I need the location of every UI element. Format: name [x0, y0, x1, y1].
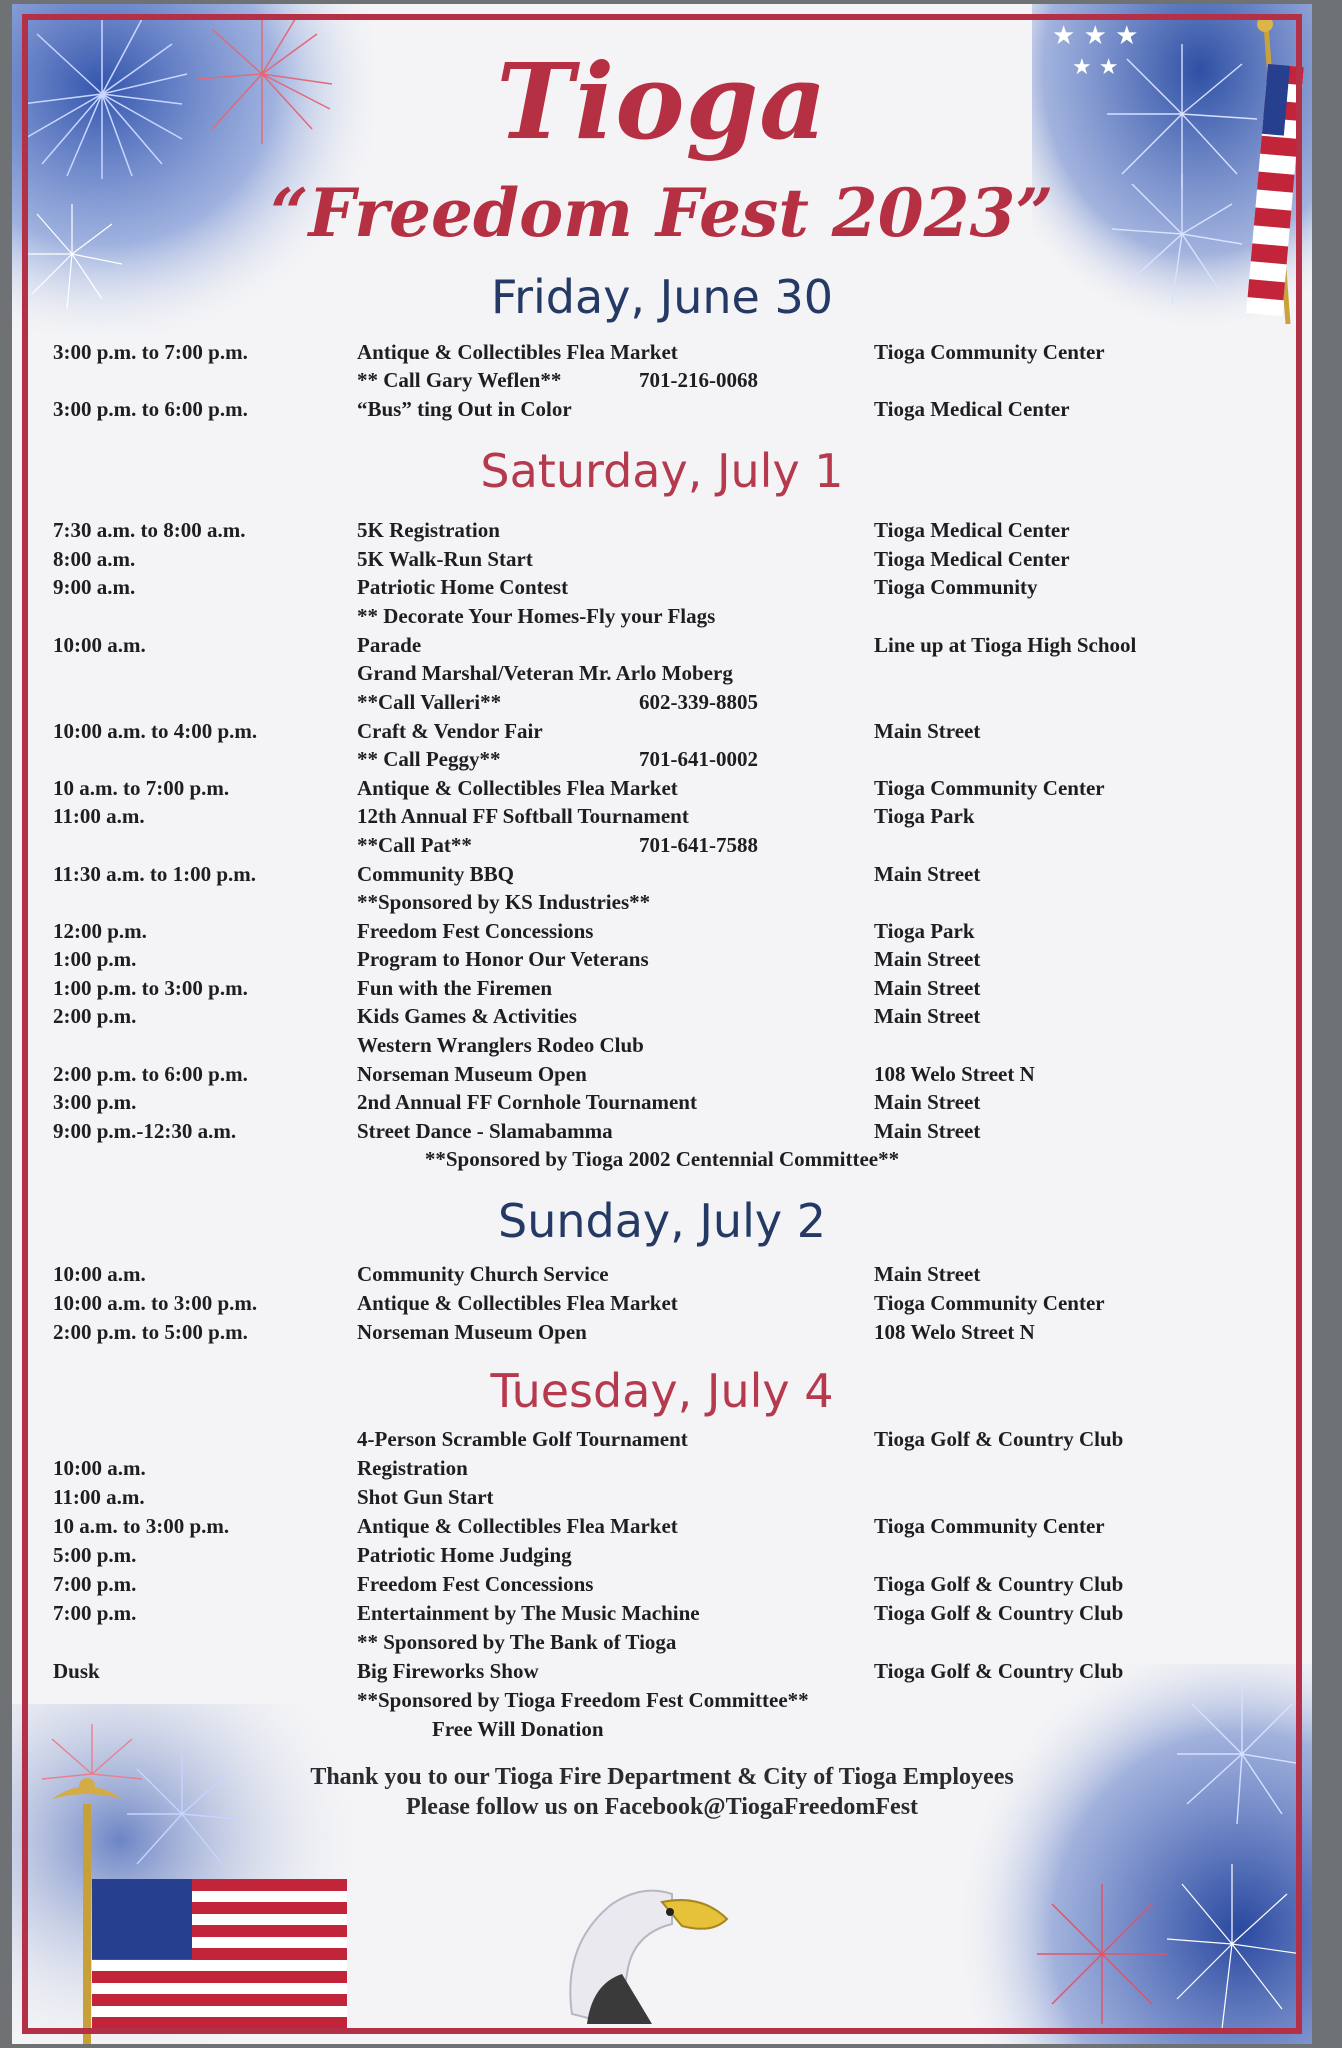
thank-you-line: Thank you to our Tioga Fire Department & City of Tioga Employees [310, 1764, 1014, 1790]
schedule-row [12, 1033, 1312, 1061]
row-time: 9:00 a.m. [53, 575, 136, 599]
poster [12, 4, 1312, 2044]
svg-text:★ ★ ★: ★ ★ ★ [1052, 21, 1139, 51]
row-location: 108 Welo Street N [874, 1062, 1035, 1086]
row-event: 5K Registration [357, 518, 500, 542]
schedule-row [12, 976, 1312, 1004]
schedule-row [12, 1572, 1312, 1600]
row-time: 2:00 p.m. to 6:00 p.m. [53, 1062, 248, 1086]
row-location: Main Street [874, 1262, 981, 1286]
row-location: Main Street [874, 719, 981, 743]
day-heading-sunday: Sunday, July 2 [498, 1194, 826, 1248]
row-phone: 701-641-7588 [639, 833, 758, 857]
schedule-row [12, 1004, 1312, 1032]
row-location: Line up at Tioga High School [874, 633, 1137, 657]
schedule-row [12, 1601, 1312, 1629]
day-heading-tuesday: Tuesday, July 4 [490, 1364, 834, 1418]
row-time: 1:00 p.m. to 3:00 p.m. [53, 976, 248, 1000]
row-event: 2nd Annual FF Cornhole Tournament [357, 1090, 697, 1114]
row-event: Craft & Vendor Fair [357, 719, 543, 743]
schedule-row [12, 919, 1312, 947]
schedule-row [12, 690, 1312, 718]
schedule-row [12, 947, 1312, 975]
row-time: 2:00 p.m. [53, 1004, 137, 1028]
row-time: 7:30 a.m. to 8:00 a.m. [53, 518, 246, 542]
row-event: **Sponsored by KS Industries** [357, 890, 651, 914]
schedule-row [12, 1543, 1312, 1571]
row-time: 10:00 a.m. to 4:00 p.m. [53, 719, 258, 743]
row-location: Tioga Medical Center [874, 547, 1070, 571]
row-event: Community BBQ [357, 862, 514, 886]
row-location: 108 Welo Street N [874, 1320, 1035, 1344]
row-event: “Bus” ting Out in Color [357, 397, 572, 421]
row-location: Tioga Park [874, 804, 975, 828]
row-time: 10:00 a.m. [53, 1456, 146, 1480]
row-event: **Call Valleri** [357, 690, 502, 714]
row-time: 3:00 p.m. [53, 1090, 137, 1114]
row-location: Tioga Park [874, 919, 975, 943]
row-event: Antique & Collectibles Flea Market [357, 340, 678, 364]
schedule-row [12, 633, 1312, 661]
row-time: 7:00 p.m. [53, 1572, 137, 1596]
schedule-row [12, 518, 1312, 546]
day-heading-saturday: Saturday, July 1 [480, 444, 844, 498]
schedule-row [12, 1514, 1312, 1542]
bald-eagle-icon [552, 1864, 752, 2024]
schedule-row [12, 1659, 1312, 1687]
sponsor-note: **Sponsored by Tioga 2002 Centennial Committee** [424, 1147, 900, 1171]
row-time: 10:00 a.m. [53, 633, 146, 657]
schedule-row [12, 340, 1312, 368]
row-time: 7:00 p.m. [53, 1601, 137, 1625]
row-time: 12:00 p.m. [53, 919, 147, 943]
row-event: ** Sponsored by The Bank of Tioga [357, 1630, 677, 1654]
schedule-row [12, 1291, 1312, 1319]
row-event: 5K Walk-Run Start [357, 547, 533, 571]
row-event: **Call Pat** [357, 833, 472, 857]
schedule-row [12, 575, 1312, 603]
row-time: Dusk [53, 1659, 100, 1683]
row-time: 3:00 p.m. to 7:00 p.m. [53, 340, 248, 364]
row-event: Patriotic Home Contest [357, 575, 569, 599]
row-time: 9:00 p.m.-12:30 a.m. [53, 1119, 237, 1143]
schedule-row [12, 890, 1312, 918]
row-event: ** Decorate Your Homes-Fly your Flags [357, 604, 716, 628]
row-location: Tioga Medical Center [874, 518, 1070, 542]
row-event: Patriotic Home Judging [357, 1543, 572, 1567]
schedule-row [12, 368, 1312, 396]
row-event: 12th Annual FF Softball Tournament [357, 804, 689, 828]
row-event: Freedom Fest Concessions [357, 919, 594, 943]
row-event: Street Dance - Slamabamma [357, 1119, 613, 1143]
schedule-row [12, 397, 1312, 425]
row-phone: 602-339-8805 [639, 690, 758, 714]
row-phone: 701-641-0002 [639, 747, 758, 771]
row-location: Tioga Community Center [874, 776, 1105, 800]
row-event: 4-Person Scramble Golf Tournament [357, 1427, 688, 1451]
row-location: Tioga Community Center [874, 340, 1105, 364]
row-location: Tioga Community Center [874, 1291, 1105, 1315]
row-event: Grand Marshal/Veteran Mr. Arlo Moberg [357, 661, 733, 685]
row-time: 10:00 a.m. [53, 1262, 146, 1286]
schedule-row [12, 1485, 1312, 1513]
row-time: 11:00 a.m. [53, 804, 145, 828]
row-location: Tioga Golf & Country Club [874, 1659, 1124, 1683]
row-location: Tioga Golf & Country Club [874, 1601, 1124, 1625]
row-event: Registration [357, 1456, 468, 1480]
schedule-row [12, 547, 1312, 575]
row-location: Tioga Medical Center [874, 397, 1070, 421]
row-location: Tioga Golf & Country Club [874, 1572, 1124, 1596]
schedule-row [12, 776, 1312, 804]
row-event: Kids Games & Activities [357, 1004, 577, 1028]
schedule-row [12, 1090, 1312, 1118]
row-time: 11:30 a.m. to 1:00 p.m. [53, 862, 256, 886]
row-time: 10 a.m. to 3:00 p.m. [53, 1514, 230, 1538]
schedule-row [12, 804, 1312, 832]
row-location: Tioga Golf & Country Club [874, 1427, 1124, 1451]
row-event: Fun with the Firemen [357, 976, 553, 1000]
schedule-row [12, 1320, 1312, 1348]
row-location: Main Street [874, 1119, 981, 1143]
day-heading-friday: Friday, June 30 [491, 270, 833, 324]
schedule-row [12, 604, 1312, 632]
schedule-row [12, 747, 1312, 775]
row-event: Antique & Collectibles Flea Market [357, 1514, 678, 1538]
poster-title: Tioga [496, 40, 828, 163]
row-event: Free Will Donation [432, 1717, 604, 1741]
schedule-row [12, 1717, 1312, 1745]
american-flag-bottom-left-icon [12, 1704, 372, 2044]
row-event: Program to Honor Our Veterans [357, 947, 649, 971]
row-location: Main Street [874, 862, 981, 886]
row-time: 8:00 a.m. [53, 547, 136, 571]
row-location: Tioga Community [874, 575, 1038, 599]
row-time: 10:00 a.m. to 3:00 p.m. [53, 1291, 258, 1315]
row-event: Antique & Collectibles Flea Market [357, 776, 678, 800]
facebook-line: Please follow us on Facebook@TiogaFreedomFest [405, 1794, 919, 1820]
schedule-row [12, 862, 1312, 890]
row-time: 10 a.m. to 7:00 p.m. [53, 776, 230, 800]
row-event: Shot Gun Start [357, 1485, 494, 1509]
row-location: Main Street [874, 1090, 981, 1114]
row-event: Big Fireworks Show [357, 1659, 539, 1683]
row-event: Community Church Service [357, 1262, 609, 1286]
row-time: 2:00 p.m. to 5:00 p.m. [53, 1320, 248, 1344]
row-event: Freedom Fest Concessions [357, 1572, 594, 1596]
row-location: Main Street [874, 947, 981, 971]
schedule-row [12, 719, 1312, 747]
poster-subtitle: “Freedom Fest 2023” [270, 174, 1054, 252]
row-event: Antique & Collectibles Flea Market [357, 1291, 678, 1315]
schedule-row [12, 1119, 1312, 1147]
row-time: 5:00 p.m. [53, 1543, 137, 1567]
row-event: Western Wranglers Rodeo Club [357, 1033, 644, 1057]
row-event: Norseman Museum Open [357, 1062, 587, 1086]
row-location: Tioga Community Center [874, 1514, 1105, 1538]
row-event: Entertainment by The Music Machine [357, 1601, 700, 1625]
row-phone: 701-216-0068 [639, 368, 758, 392]
row-time: 3:00 p.m. to 6:00 p.m. [53, 397, 248, 421]
row-event: **Sponsored by Tioga Freedom Fest Committee** [357, 1688, 809, 1712]
schedule-row [12, 1427, 1312, 1455]
svg-text:★ ★: ★ ★ [1072, 55, 1119, 80]
schedule-row [12, 833, 1312, 861]
schedule-row [12, 1262, 1312, 1290]
schedule-row [12, 1630, 1312, 1658]
schedule-row [12, 661, 1312, 689]
row-time: 1:00 p.m. [53, 947, 137, 971]
schedule-row [12, 1062, 1312, 1090]
row-event: ** Call Gary Weflen** [357, 368, 562, 392]
row-event: Norseman Museum Open [357, 1320, 587, 1344]
row-event: Parade [357, 633, 422, 657]
row-location: Main Street [874, 976, 981, 1000]
schedule-row [12, 1688, 1312, 1716]
row-location: Main Street [874, 1004, 981, 1028]
schedule-row [12, 1456, 1312, 1484]
row-time: 11:00 a.m. [53, 1485, 145, 1509]
row-event: ** Call Peggy** [357, 747, 501, 771]
